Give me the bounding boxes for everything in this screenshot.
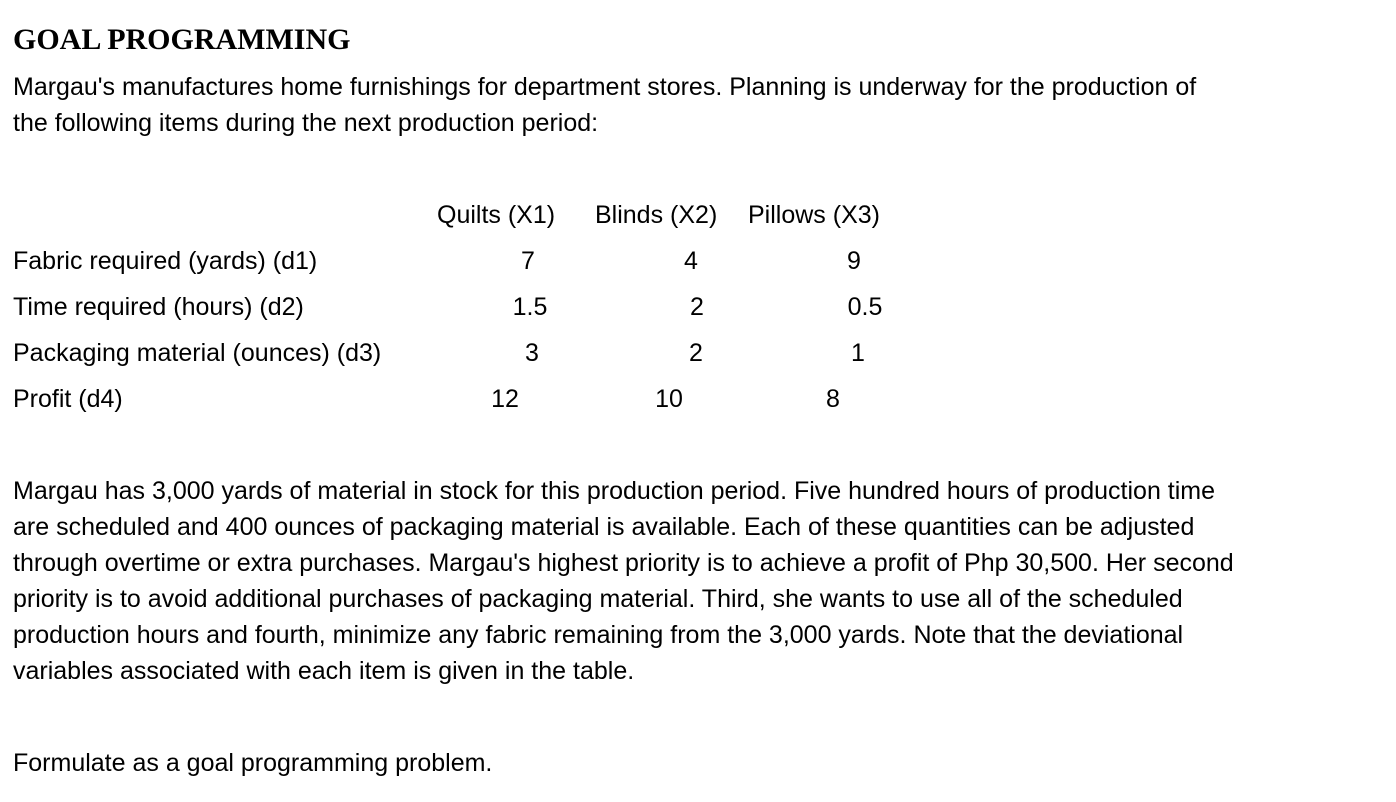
row-label-profit: Profit (d4) xyxy=(13,385,123,413)
body-line: priority is to avoid additional purchases of packaging material. Third, she wants to use all of the scheduled xyxy=(13,585,1183,613)
body-line: Margau has 3,000 yards of material in stock for this production period. Five hundred hours of production time xyxy=(13,477,1216,505)
table-cell: 4 xyxy=(684,247,698,275)
row-label-packaging: Packaging material (ounces) (d3) xyxy=(13,339,382,367)
table-cell: 3 xyxy=(525,339,539,367)
closing-instruction: Formulate as a goal programming problem. xyxy=(13,749,493,777)
table-cell: 1.5 xyxy=(512,293,548,321)
row-label-time: Time required (hours) (d2) xyxy=(13,293,304,321)
table-cell: 2 xyxy=(690,293,704,321)
table-cell: 12 xyxy=(491,385,519,413)
table-cell: 7 xyxy=(521,247,535,275)
intro-line: Margau's manufactures home furnishings for department stores. Planning is underway for the production of xyxy=(13,73,1197,101)
column-header-quilts: Quilts (X1) xyxy=(437,201,556,229)
body-line: variables associated with each item is given in the table. xyxy=(13,657,635,685)
column-header-pillows: Pillows (X3) xyxy=(748,201,880,229)
table-cell: 9 xyxy=(847,247,861,275)
body-line: through overtime or extra purchases. Margau's highest priority is to achieve a profit of Php 30,500. Her second xyxy=(13,549,1234,577)
table-cell: 10 xyxy=(655,385,683,413)
table-cell: 1 xyxy=(851,339,865,367)
row-label-fabric: Fabric required (yards) (d1) xyxy=(13,247,318,275)
table-cell: 2 xyxy=(689,339,703,367)
table-cell: 0.5 xyxy=(847,293,883,321)
intro-paragraph xyxy=(13,69,1196,141)
column-header-blinds: Blinds (X2) xyxy=(595,201,718,229)
document-title: GOAL PROGRAMMING xyxy=(13,23,351,56)
intro-line: the following items during the next production period: xyxy=(13,109,599,137)
body-line: production hours and fourth, minimize any fabric remaining from the 3,000 yards. Note that the deviational xyxy=(13,621,1184,649)
body-paragraph xyxy=(13,473,1234,689)
body-line: are scheduled and 400 ounces of packaging material is available. Each of these quantities can be adjusted xyxy=(13,513,1195,541)
table-cell: 8 xyxy=(826,385,840,413)
